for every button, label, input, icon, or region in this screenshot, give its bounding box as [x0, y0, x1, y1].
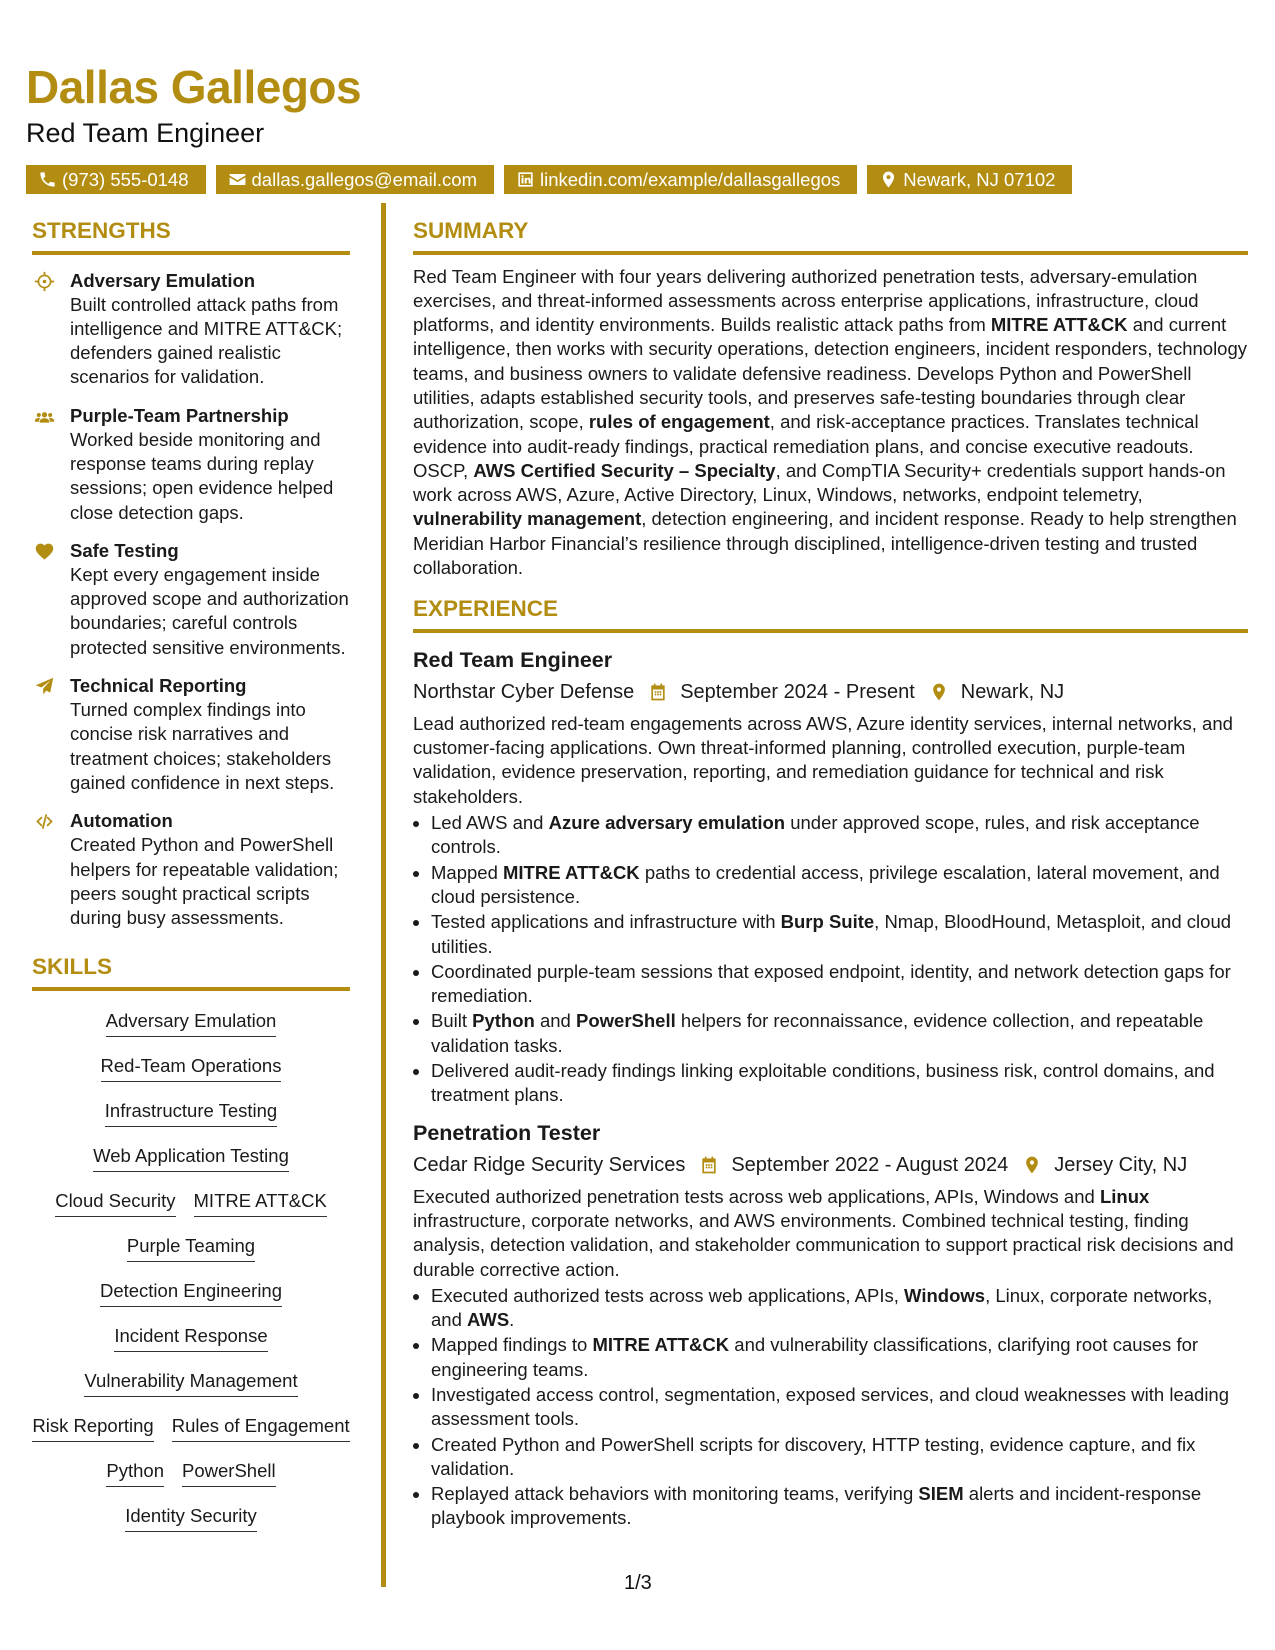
job-entry	[413, 645, 1248, 1108]
text-run: Lead authorized red-team engagements across AWS, Azure identity services, internal networks, and customer-facing applications. Own threat-informed planning, controlled execution, purple-team validation, evidence preservation, reporting, and remediation guidance for technical and risk stakeholders.	[413, 712, 1233, 807]
summary-rule	[413, 251, 1248, 255]
emphasis-text: SIEM	[918, 1483, 964, 1505]
text-run: Red Team Engineer with four years delivering authorized penetration tests, adversary-emulation exercises, and threat-informed assessments across enterprise applications, infrastructure, cloud platforms, and identity environments. Builds realistic attack paths from	[413, 265, 1199, 336]
job-bullet	[431, 1059, 1248, 1108]
envelope-icon	[228, 170, 247, 189]
skill-tag: Web Application Testing	[93, 1144, 289, 1172]
users-icon	[34, 406, 55, 427]
emphasis-text: Azure adversary emulation	[548, 812, 786, 834]
text-run: Executed authorized penetration tests across web applications, APIs, Windows and	[413, 1185, 1100, 1207]
text-run: and	[534, 1010, 576, 1032]
paper-plane-icon	[34, 676, 55, 697]
job-bullets	[413, 1284, 1248, 1531]
emphasis-text: Windows	[904, 1284, 986, 1306]
strength-item	[32, 269, 350, 390]
summary-heading: SUMMARY	[413, 218, 529, 243]
contact-location	[867, 165, 1072, 194]
contact-email[interactable]	[216, 165, 494, 194]
text-run: Delivered audit-ready findings linking exploitable conditions, business risk, control domains, and treatment plans.	[431, 1060, 1215, 1106]
phone-icon	[38, 170, 57, 189]
calendar-icon	[648, 682, 668, 702]
job-bullet	[431, 910, 1248, 959]
job-company: Northstar Cyber Defense	[413, 680, 635, 703]
job-bullet	[431, 1383, 1248, 1432]
contact-email-text: dallas.gallegos@email.com	[251, 169, 477, 190]
page-number: 1/3	[624, 1572, 652, 1594]
text-run: , and CompTIA Security+ credentials support hands-on work across AWS, Azure, Active Directory, Linux, Windows, networks, endpoint telemetry,	[413, 459, 1226, 506]
strength-desc: Turned complex findings into concise risk narratives and treatment choices; stakeholders gained confidence in next steps.	[70, 699, 335, 793]
job-bullet	[431, 1009, 1248, 1058]
text-run: Led AWS and	[431, 812, 549, 834]
job-meta	[413, 1151, 1248, 1179]
strength-title: Automation	[70, 810, 173, 832]
skill-tag: Purple Teaming	[127, 1234, 255, 1262]
skill-tag: Red-Team Operations	[101, 1054, 282, 1082]
emphasis-text: MITRE ATT&CK	[592, 1334, 730, 1356]
right-column	[413, 216, 1248, 1532]
contact-location-text: Newark, NJ 07102	[903, 169, 1056, 190]
job-company: Cedar Ridge Security Services	[413, 1153, 686, 1176]
skill-tag: Infrastructure Testing	[105, 1099, 277, 1127]
strength-title: Safe Testing	[70, 539, 179, 561]
text-run: and vulnerability classifications, clarifying root causes for engineering teams.	[431, 1334, 1199, 1380]
job-bullet	[431, 1433, 1248, 1482]
job-dates: September 2024 - Present	[680, 680, 915, 703]
contact-linkedin[interactable]	[504, 165, 857, 194]
text-run: , Nmap, BloodHound, Metasploit, and cloud utilities.	[431, 911, 1232, 957]
text-run: Replayed attack behaviors with monitoring teams, verifying	[431, 1483, 919, 1505]
location-pin-icon	[879, 170, 898, 189]
contact-bar	[26, 165, 1256, 194]
job-description	[413, 1185, 1248, 1282]
contact-linkedin-text: linkedin.com/example/dallasgallegos	[539, 169, 841, 190]
text-run: infrastructure, corporate networks, and AWS environments. Combined technical testing, finding analysis, detection validation, and stakeholder communication to support practical risk decisions and durable corrective action.	[413, 1209, 1234, 1280]
emphasis-text: Linux	[1099, 1185, 1150, 1207]
text-run: Coordinated purple-team sessions that exposed endpoint, identity, and network detection gaps for remediation.	[431, 960, 1231, 1007]
job-bullet	[431, 811, 1248, 860]
job-description	[413, 712, 1248, 809]
text-run: .	[509, 1309, 515, 1331]
contact-phone-text: (973) 555-0148	[62, 169, 189, 190]
text-run: Mapped	[431, 861, 503, 883]
text-run: Created Python and PowerShell scripts for discovery, HTTP testing, evidence capture, and fix validation.	[431, 1433, 1196, 1479]
text-run: paths to credential access, privilege escalation, lateral movement, and cloud persistence.	[431, 861, 1220, 907]
skills-heading: SKILLS	[32, 954, 113, 980]
skill-tag: Vulnerability Management	[84, 1369, 297, 1397]
strength-desc: Kept every engagement inside approved scope and authorization boundaries; careful controls protected sensitive environments.	[70, 563, 349, 658]
emphasis-text: rules of engagement	[588, 411, 770, 433]
skill-tag: Cloud Security	[55, 1189, 175, 1217]
skill-tag: Detection Engineering	[100, 1279, 282, 1307]
strength-item	[32, 404, 350, 525]
skill-tag: PowerShell	[182, 1459, 276, 1487]
heart-icon	[34, 541, 55, 562]
text-run: helpers for reconnaissance, evidence collection, and repeatable validation tasks.	[431, 1010, 1204, 1056]
skill-tag: Rules of Engagement	[172, 1414, 350, 1442]
linkedin-icon	[516, 170, 535, 189]
emphasis-text: Python	[472, 1010, 535, 1032]
text-run: Executed authorized tests across web applications, APIs,	[431, 1284, 905, 1306]
code-icon	[34, 811, 55, 832]
strength-desc: Worked beside monitoring and response teams during replay sessions; open evidence helped close detection gaps.	[70, 428, 334, 523]
emphasis-text: MITRE ATT&CK	[503, 861, 640, 883]
strengths-list	[32, 269, 350, 931]
column-divider	[381, 203, 386, 1587]
job-title: Red Team Engineer	[413, 647, 613, 672]
text-run: , detection engineering, and incident response. Ready to help strengthen Meridian Harbor Financial’s resilience through disciplined, intelligence-driven testing and trusted collaboration.	[413, 508, 1237, 579]
text-run: Mapped findings to	[431, 1334, 593, 1356]
skill-tag: Incident Response	[114, 1324, 267, 1352]
job-bullet	[431, 861, 1248, 910]
strength-desc: Built controlled attack paths from intelligence and MITRE ATT&CK; defenders gained realistic scenarios for validation.	[70, 293, 343, 388]
left-column	[32, 216, 350, 1532]
strength-item	[32, 809, 350, 930]
text-run: Investigated access control, segmentation, exposed services, and cloud weaknesses with leading assessment tools.	[431, 1383, 1230, 1430]
job-bullet	[431, 1482, 1248, 1531]
text-run: and current intelligence, then works with security operations, detection engineers, incident responders, technology teams, and business owners to validate defensive readiness. Develops Python and PowerShell utilities, adapts established security tools, and preserves safe-testing boundaries through clear authorization, scope,	[413, 314, 1248, 433]
skill-tag: Risk Reporting	[32, 1414, 153, 1442]
candidate-name: Dallas Gallegos	[26, 61, 362, 113]
crosshairs-icon	[34, 271, 55, 292]
strength-title: Purple-Team Partnership	[70, 404, 289, 426]
strengths-rule	[32, 251, 350, 255]
text-run: under approved scope, rules, and risk acceptance controls.	[431, 812, 1200, 858]
skill-tag: Adversary Emulation	[106, 1009, 277, 1037]
job-entry	[413, 1118, 1248, 1531]
job-bullet	[431, 960, 1248, 1009]
job-meta	[413, 678, 1248, 706]
strength-title: Technical Reporting	[70, 675, 247, 697]
strength-item	[32, 674, 350, 795]
job-bullets	[413, 811, 1248, 1108]
strengths-heading: STRENGTHS	[32, 218, 171, 243]
summary-text	[413, 265, 1248, 581]
strength-item	[32, 539, 350, 660]
calendar-icon	[699, 1155, 719, 1175]
strength-desc: Created Python and PowerShell helpers for repeatable validation; peers sought practical scripts during busy assessments.	[70, 834, 339, 929]
text-run: Built	[431, 1010, 473, 1032]
resume-header	[26, 58, 1256, 194]
skills-rule	[32, 987, 350, 991]
job-location: Jersey City, NJ	[1054, 1153, 1188, 1176]
skills-list	[32, 1009, 350, 1532]
text-run: , and risk-acceptance practices. Translates technical evidence into audit-ready findings, practical remediation plans, and concise executive readouts. OSCP,	[413, 411, 1199, 481]
strength-title: Adversary Emulation	[70, 269, 256, 291]
experience-heading: EXPERIENCE	[413, 596, 559, 622]
job-title: Penetration Tester	[413, 1120, 601, 1145]
location-pin-icon	[1022, 1155, 1042, 1175]
location-pin-icon	[929, 682, 949, 702]
text-run: , Linux, corporate networks, and	[431, 1284, 1213, 1331]
emphasis-text: PowerShell	[576, 1010, 676, 1032]
job-dates: September 2022 - August 2024	[731, 1153, 1009, 1176]
contact-phone[interactable]	[26, 165, 206, 194]
emphasis-text: MITRE ATT&CK	[990, 314, 1128, 336]
text-run: Tested applications and infrastructure with	[431, 911, 781, 933]
emphasis-text: AWS	[467, 1309, 510, 1331]
text-run: alerts and incident-response playbook improvements.	[431, 1483, 1202, 1529]
experience-rule	[413, 629, 1248, 633]
job-location: Newark, NJ	[960, 680, 1065, 703]
emphasis-text: Burp Suite	[780, 911, 875, 933]
job-bullet	[431, 1284, 1248, 1333]
emphasis-text: vulnerability management	[413, 508, 642, 530]
skill-tag: Python	[106, 1459, 164, 1487]
emphasis-text: AWS Certified Security – Specialty	[473, 459, 776, 481]
candidate-title: Red Team Engineer	[26, 118, 265, 148]
skill-tag: MITRE ATT&CK	[194, 1189, 327, 1217]
job-bullet	[431, 1333, 1248, 1382]
skill-tag: Identity Security	[125, 1504, 257, 1532]
